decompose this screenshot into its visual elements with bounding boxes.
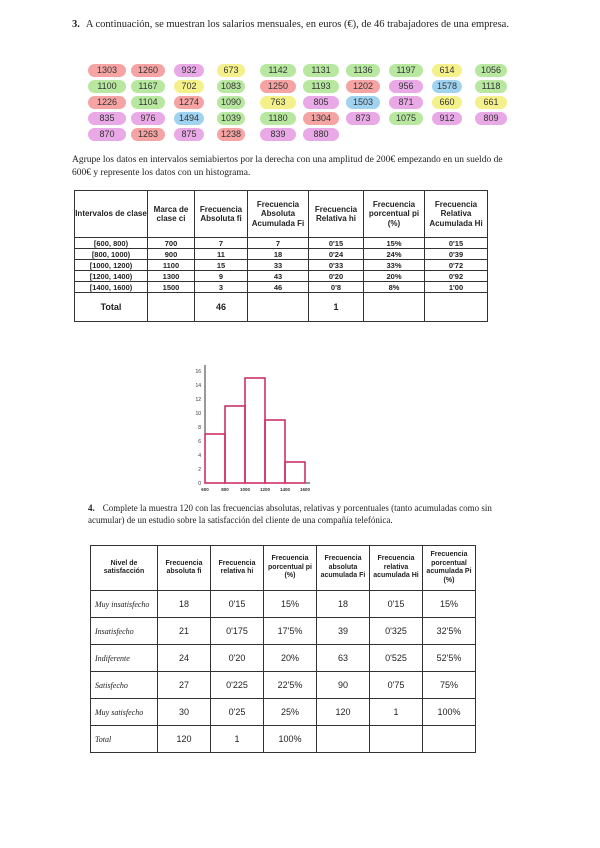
table-cell: 8%: [364, 282, 425, 293]
salary-value: 1056: [475, 64, 507, 77]
question-3: [72, 18, 527, 32]
frequency-table-salaries: [74, 190, 488, 322]
salary-value: 1083: [217, 80, 245, 93]
column-header: Frecuencia relativa acumulada Hi: [370, 546, 423, 591]
table-cell: 1500: [148, 282, 195, 293]
salary-value: 1180: [260, 112, 296, 125]
table-cell: 22'5%: [264, 672, 317, 699]
salary-value: 1494: [174, 112, 204, 125]
salary-value: 1274: [174, 96, 204, 109]
table-row: [91, 618, 476, 645]
table-cell: 1300: [148, 271, 195, 282]
salary-value: 1304: [303, 112, 339, 125]
question-4: [88, 503, 498, 526]
total-value: 46: [195, 293, 248, 322]
column-header: Frecuencia Absoluta Acumulada Fi: [248, 191, 309, 238]
salary-value: 1226: [88, 96, 126, 109]
table-cell: 20%: [264, 645, 317, 672]
column-header: Nivel de satisfacción: [91, 546, 158, 591]
table-cell: 39: [317, 618, 370, 645]
table-row: [75, 260, 488, 271]
table-cell: 15: [195, 260, 248, 271]
column-header: Marca de clase ci: [148, 191, 195, 238]
column-header: Frecuencia Absoluta fi: [195, 191, 248, 238]
total-row: [75, 293, 488, 322]
table-cell: 24: [158, 645, 211, 672]
table-cell: 15%: [364, 238, 425, 249]
table-cell: 3: [195, 282, 248, 293]
table-row: [91, 672, 476, 699]
x-tick-label: 600: [201, 487, 209, 492]
table-cell: 0'39: [425, 249, 488, 260]
table-cell: 43: [248, 271, 309, 282]
table-cell: 27: [158, 672, 211, 699]
table-cell: 120: [158, 726, 211, 753]
table-cell: 46: [248, 282, 309, 293]
satisfaction-level: Muy satisfecho: [91, 699, 158, 726]
table-cell: 700: [148, 238, 195, 249]
salary-value: 1039: [217, 112, 245, 125]
salary-value: 614: [432, 64, 462, 77]
histogram-bar: [265, 420, 285, 483]
table-cell: 1100: [148, 260, 195, 271]
satisfaction-level: Insatisfecho: [91, 618, 158, 645]
salary-value: 1238: [217, 128, 245, 141]
table-cell: [423, 726, 476, 753]
salary-value: 1250: [260, 80, 296, 93]
salary-value: 1142: [260, 64, 296, 77]
table-row: [75, 271, 488, 282]
column-header: Frecuencia Relativa hi: [309, 191, 364, 238]
table-cell: 17'5%: [264, 618, 317, 645]
table-cell: 33: [248, 260, 309, 271]
column-header: Frecuencia relativa hi: [211, 546, 264, 591]
question-3-text: A continuación, se muestran los salarios mensuales, en euros (€), de 46 trabajadores de una empresa.: [85, 19, 509, 30]
salary-value: 1578: [432, 80, 462, 93]
table-cell: [600, 800): [75, 238, 148, 249]
y-tick-label: 16: [195, 369, 201, 375]
salary-value: 1104: [131, 96, 165, 109]
table-cell: 0'15: [370, 591, 423, 618]
x-tick-label: 1200: [259, 487, 271, 492]
table-cell: [1200, 1400): [75, 271, 148, 282]
table-row: [91, 645, 476, 672]
x-tick-label: 800: [221, 487, 229, 492]
satisfaction-level: Muy insatisfecho: [91, 591, 158, 618]
column-header: Frecuencia porcentual pi (%): [264, 546, 317, 591]
table-cell: 9: [195, 271, 248, 282]
table-cell: 11: [195, 249, 248, 260]
y-tick-label: 12: [195, 397, 201, 403]
salary-value: 763: [260, 96, 296, 109]
table-cell: 0'92: [425, 271, 488, 282]
table-cell: 1'00: [425, 282, 488, 293]
table-cell: [364, 293, 425, 322]
table-row: [75, 238, 488, 249]
column-header: Frecuencia absoluta fi: [158, 546, 211, 591]
histogram-bar: [245, 378, 265, 483]
histogram-bar: [205, 434, 225, 483]
x-tick-label: 1600: [299, 487, 311, 492]
table-row: [75, 249, 488, 260]
y-tick-label: 4: [198, 453, 201, 459]
histogram-bar: [285, 462, 305, 483]
salary-value: 835: [88, 112, 126, 125]
salary-value: 660: [432, 96, 462, 109]
salary-value: 1131: [303, 64, 339, 77]
table-cell: [425, 293, 488, 322]
table-cell: 0'25: [211, 699, 264, 726]
table-cell: 1: [211, 726, 264, 753]
table-cell: 0'75: [370, 672, 423, 699]
table-cell: 0'8: [309, 282, 364, 293]
salary-value: 976: [131, 112, 165, 125]
table-cell: 0'15: [211, 591, 264, 618]
salary-value: 1100: [88, 80, 126, 93]
table-cell: 24%: [364, 249, 425, 260]
salary-value: 1263: [131, 128, 165, 141]
table-cell: 0'225: [211, 672, 264, 699]
table-cell: 0'525: [370, 645, 423, 672]
question-3-number: 3.: [72, 19, 80, 30]
table-cell: 0'20: [309, 271, 364, 282]
table-cell: 0'15: [309, 238, 364, 249]
table-cell: 1: [370, 699, 423, 726]
salary-value: 875: [174, 128, 204, 141]
salary-value: 839: [260, 128, 296, 141]
table-cell: 120: [317, 699, 370, 726]
column-header: Frecuencia porcentual pi (%): [364, 191, 425, 238]
salary-value: 871: [389, 96, 423, 109]
table-cell: 20%: [364, 271, 425, 282]
table-cell: 7: [248, 238, 309, 249]
table-cell: [800, 1000): [75, 249, 148, 260]
salary-value: 1118: [475, 80, 507, 93]
total-value: 1: [309, 293, 364, 322]
table-cell: 900: [148, 249, 195, 260]
salary-value: 805: [303, 96, 339, 109]
table-cell: [148, 293, 195, 322]
salary-value: 880: [303, 128, 339, 141]
histogram: [185, 355, 325, 495]
table-cell: 0'72: [425, 260, 488, 271]
table-cell: 100%: [423, 699, 476, 726]
salary-value: 870: [88, 128, 126, 141]
salary-value: 932: [174, 64, 204, 77]
table-cell: 0'24: [309, 249, 364, 260]
salary-value: 661: [475, 96, 507, 109]
salary-value: 912: [432, 112, 462, 125]
table-cell: [1400, 1600): [75, 282, 148, 293]
satisfaction-table: [90, 545, 476, 753]
table-row: [91, 699, 476, 726]
table-cell: 21: [158, 618, 211, 645]
table-cell: 0'20: [211, 645, 264, 672]
x-tick-label: 1400: [279, 487, 291, 492]
table-cell: 18: [158, 591, 211, 618]
table-cell: 30: [158, 699, 211, 726]
salary-value: 1260: [131, 64, 165, 77]
salary-value: 1197: [389, 64, 423, 77]
table-cell: 25%: [264, 699, 317, 726]
salary-value: 1075: [389, 112, 423, 125]
question-4-text: Complete la muestra 120 con las frecuencias absolutas, relativas y porcentuales (tanto acumuladas como sin acumular) de un estudio sobre la satisfacción del cliente de una compañía telefónica.: [88, 503, 492, 525]
table-cell: 7: [195, 238, 248, 249]
table-cell: 15%: [264, 591, 317, 618]
column-header: Intervalos de clase: [75, 191, 148, 238]
salary-value: 1193: [303, 80, 339, 93]
salary-value: 956: [389, 80, 423, 93]
column-header: Frecuencia porcentual acumulada Pi (%): [423, 546, 476, 591]
histogram-bar: [225, 406, 245, 483]
y-tick-label: 2: [198, 467, 201, 473]
table-cell: 63: [317, 645, 370, 672]
table-cell: 75%: [423, 672, 476, 699]
satisfaction-level: Indiferente: [91, 645, 158, 672]
table-row: [75, 282, 488, 293]
salary-value: 873: [346, 112, 380, 125]
grouping-instruction: Agrupe los datos en intervalos semiabiertos por la derecha con una amplitud de 200€ empezando en un sueldo de 600€ y represente los datos con un histograma.: [72, 155, 503, 178]
salary-value: 809: [475, 112, 507, 125]
salary-value: 1167: [131, 80, 165, 93]
y-tick-label: 14: [195, 383, 201, 389]
table-cell: [248, 293, 309, 322]
table-cell: [1000, 1200): [75, 260, 148, 271]
table-cell: 18: [248, 249, 309, 260]
column-header: Frecuencia Relativa Acumulada Hi: [425, 191, 488, 238]
question-4-number: 4.: [88, 503, 95, 513]
table-cell: 0'33: [309, 260, 364, 271]
table-cell: 52'5%: [423, 645, 476, 672]
column-header: Frecuencia absoluta acumulada Fi: [317, 546, 370, 591]
satisfaction-level: Total: [91, 726, 158, 753]
satisfaction-level: Satisfecho: [91, 672, 158, 699]
table-cell: 33%: [364, 260, 425, 271]
y-tick-label: 8: [198, 425, 201, 431]
salary-value: 673: [217, 64, 245, 77]
table-cell: 90: [317, 672, 370, 699]
table-row: [91, 726, 476, 753]
table-cell: 32'5%: [423, 618, 476, 645]
salary-value: 702: [174, 80, 204, 93]
table-cell: 15%: [423, 591, 476, 618]
salary-value: 1303: [88, 64, 126, 77]
x-tick-label: 1000: [239, 487, 251, 492]
y-tick-label: 6: [198, 439, 201, 445]
table-cell: 0'175: [211, 618, 264, 645]
y-tick-label: 0: [198, 481, 201, 487]
table-cell: 0'325: [370, 618, 423, 645]
salary-value: 1202: [346, 80, 380, 93]
total-label: Total: [75, 293, 148, 322]
table-cell: [370, 726, 423, 753]
salary-value: 1136: [346, 64, 380, 77]
salary-value: 1503: [346, 96, 380, 109]
table-cell: 18: [317, 591, 370, 618]
table-cell: 100%: [264, 726, 317, 753]
table-cell: [317, 726, 370, 753]
table-cell: 0'15: [425, 238, 488, 249]
y-tick-label: 10: [195, 411, 201, 417]
salary-value: 1090: [217, 96, 245, 109]
table-row: [91, 591, 476, 618]
